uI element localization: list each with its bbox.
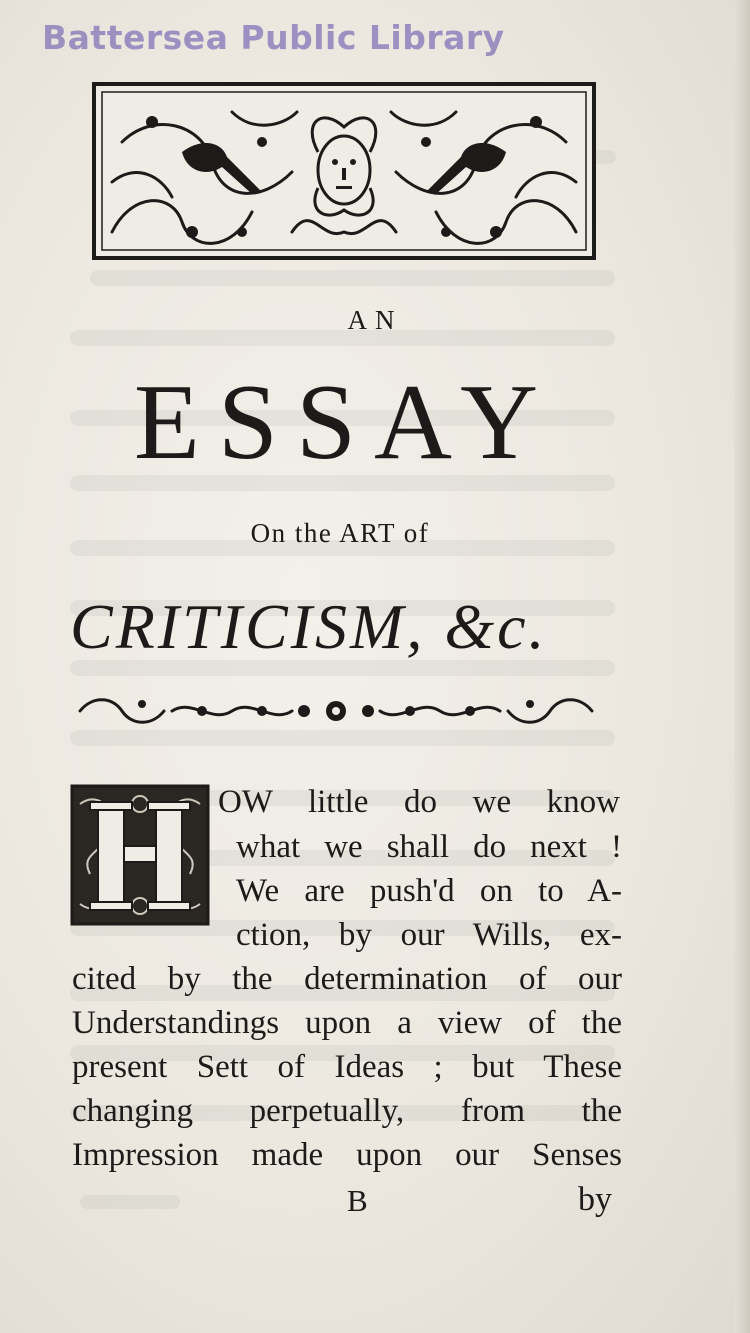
body-line-1: OW little do we know	[218, 784, 620, 820]
body-line-6: Understandings upon a view of the	[72, 1005, 622, 1041]
body-line-5: cited by the determination of our	[72, 961, 622, 997]
tailpiece-ornament	[72, 692, 600, 730]
drop-capital	[70, 784, 210, 926]
title-article: AN	[347, 305, 403, 335]
title-main: ESSAY	[133, 363, 557, 482]
signature-mark: B	[347, 1183, 368, 1218]
body-line-7: present Sett of Ideas ; but These	[72, 1049, 622, 1085]
title-subtitle: On the ART of	[250, 518, 430, 548]
title-criticism: CRITICISM, &c.	[70, 591, 548, 662]
headpiece-ornament	[92, 82, 596, 260]
body-line-4: ction, by our Wills, ex-	[236, 917, 622, 953]
body-line-9: Impression made upon our Senses	[72, 1137, 622, 1173]
body-line-2: what we shall do next !	[236, 829, 622, 865]
catchword: by	[578, 1181, 612, 1218]
page-edge	[734, 0, 750, 1333]
drop-capital-letter: H	[70, 784, 71, 785]
library-stamp: Battersea Public Library	[42, 18, 505, 57]
body-line-8: changing perpetually, from the	[72, 1093, 622, 1129]
body-line-3: We are push'd on to A-	[236, 873, 622, 909]
